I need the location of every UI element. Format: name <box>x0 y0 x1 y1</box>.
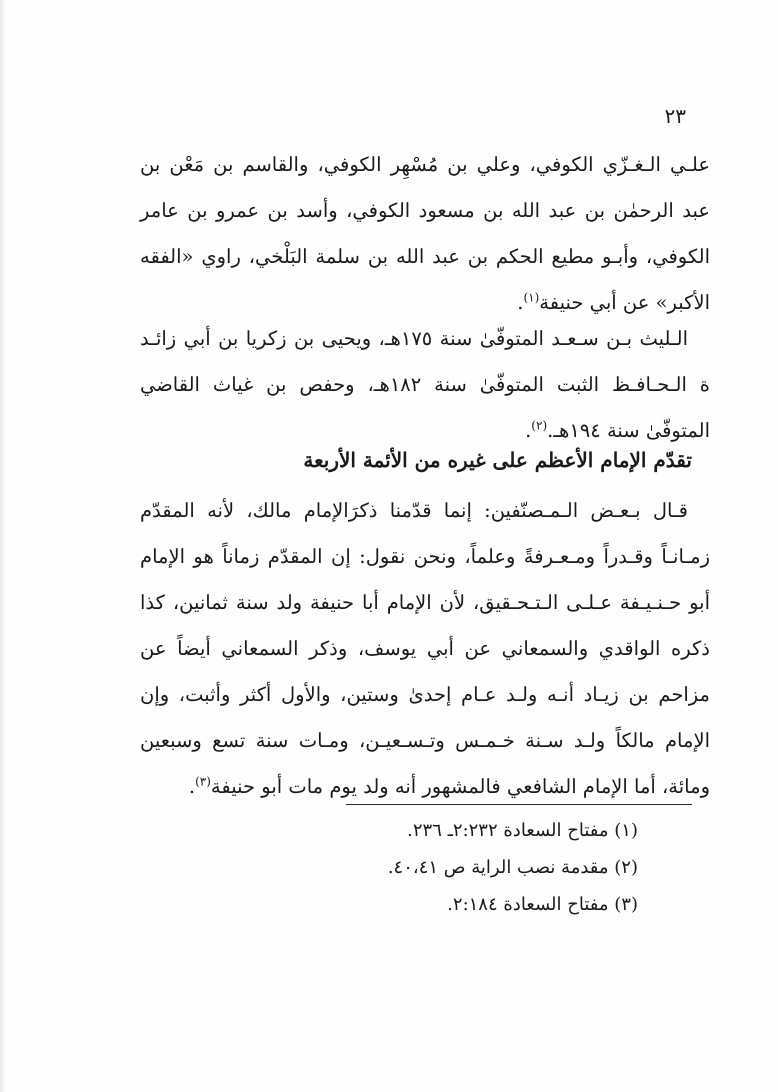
footnotes-list <box>238 812 638 923</box>
page-number: ٢٣ <box>664 104 686 128</box>
footnote-item: (٢) مقدمة نصب الراية ص ٤٠،٤١. <box>387 857 638 878</box>
paragraph-precedence <box>140 488 710 810</box>
footnote-ref-1[interactable]: (١) <box>523 290 540 305</box>
paragraph-text: قـال بـعـض الـمـصنّفين: إنما قدّمنا ذكرَالإمام مالك، لأنه المقدّم زمـانـاً وقـدراً ومـعـرفةً وعلماً، ونحن نقول: إن المقدّم زماناً هو الإمام أبو حـنـيـفة عـلـى الـتـحـقيق، لأن الإمام أبا حنيفة ولد سنة ثمانين، كذا ذكره الواقدي والسمعاني عن أبي يوسف، وذكر السمعاني أيضاً عن مزاحم بن زيـاد أنـه ولـد عـام إحدىٰ وستين، والأول أكثر وأثبت، وإن الإمام مالكاً ولـد سـنة خـمـس وتـسـعيـن، ومـات سنة تسع وسبعين ومائة، أما الإمام الشافعي فالمشهور أنه ولد يوم مات أبو حنيفة <box>140 499 710 798</box>
paragraph-end: . <box>188 775 196 798</box>
footnote-item: (٣) مفتاح السعادة ٢:١٨٤. <box>447 894 638 915</box>
footnote-item: (١) مفتاح السعادة ٢:٢٣٢ـ ٢٣٦. <box>407 820 638 841</box>
scan-edge-shadow <box>0 0 6 1092</box>
paragraph-end: . <box>517 291 524 314</box>
paragraph-text: علـي الـغـزّي الكوفي، وعلي بن مُسْهِر الكوفي، والقاسم بن مَعْن بن عبد الرحمٰن بن عبد الله بن مسعود الكوفي، وأسد بن عمرو بن عامر الكوفي، وأبـو مطيع الحكم بن عبد الله بن سلمة البَلْخي، راوي «الفقه الأكبر» عن أبي حنيفة <box>140 153 710 314</box>
footnote-separator <box>346 804 692 805</box>
paragraph-narrators <box>140 142 710 326</box>
section-heading: تقدّم الإمام الأعظم على غيره من الأئمة الأربعة <box>303 448 692 472</box>
paragraph-death-dates <box>140 316 710 454</box>
paragraph-text: الـليث بـن سـعـد المتوفّىٰ سنة ١٧٥هـ، ويحيى بن زكريا بن أبي زائـد ة الـحـافـظ الثبت المتوفّىٰ سنة ١٨٢هـ، وحفص بن غياث القاضي المتوفّىٰ سنة ١٩٤هـ. <box>140 327 711 442</box>
footnote-ref-3[interactable]: (٣) <box>195 774 211 789</box>
paragraph-end: . <box>525 419 532 442</box>
footnote-ref-2[interactable]: (٢) <box>531 418 548 433</box>
